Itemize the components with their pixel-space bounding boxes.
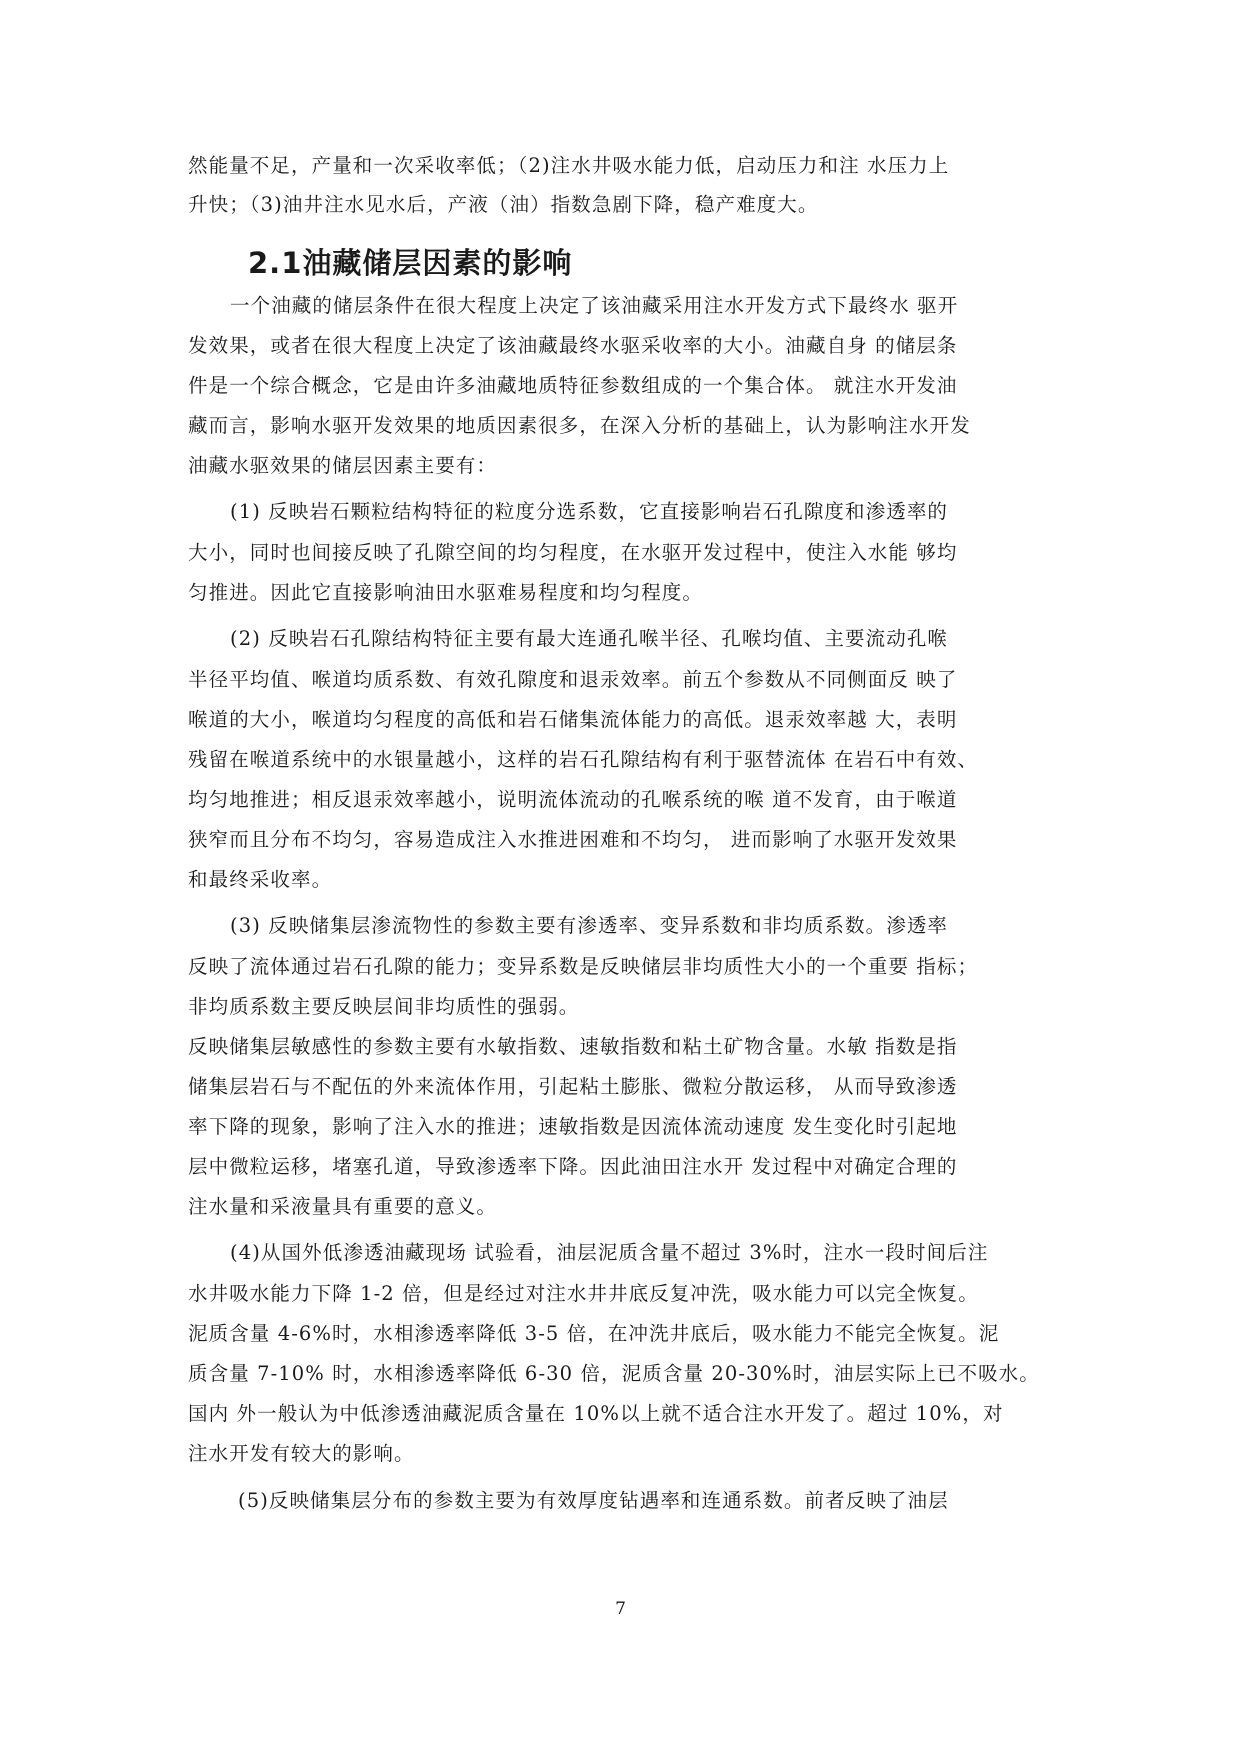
text-line: 残留在喉道系统中的水银量越小，这样的岩石孔隙结构有利于驱替流体 在岩石中有效、	[188, 748, 979, 771]
text-line: (5)反映储集层分布的参数主要为有效厚度钻遇率和连通系数。前者反映了油层	[238, 1489, 949, 1512]
text-line: 升快；（3)油井注水见水后，产液（油）指数急剧下降，稳产难度大。	[188, 193, 819, 216]
section-heading: 2.1油藏储层因素的影响	[248, 246, 573, 280]
text-line: 均匀地推进；相反退汞效率越小，说明流体流动的孔喉系统的喉 道不发育，由于喉道	[188, 788, 958, 811]
text-line: 一个油藏的储层条件在很大程度上决定了该油藏采用注水开发方式下最终水 驱开	[230, 294, 959, 317]
text-line: 率下降的现象，影响了注入水的推进；速敏指数是因流体流动速度 发生变化时引起地	[188, 1115, 958, 1138]
text-line: (4)从国外低渗透油藏现场 试验看，油层泥质含量不超过 3%时，注水一段时间后注	[230, 1241, 989, 1264]
text-line: (3) 反映储集层渗流物性的参数主要有渗透率、变异系数和非均质系数。渗透率	[230, 914, 949, 937]
text-line: 质含量 7-10% 时，水相渗透率降低 6-30 倍，泥质含量 20-30%时，油层实际上已不吸水。	[188, 1362, 1040, 1385]
text-line: 发效果，或者在很大程度上决定了该油藏最终水驱采收率的大小。油藏自身 的储层条	[188, 334, 958, 357]
text-line: 层中微粒运移，堵塞孔道，导致渗透率下降。因此油田注水开 发过程中对确定合理的	[188, 1155, 958, 1178]
text-line: 水井吸水能力下降 1-2 倍，但是经过对注水井井底反复冲洗，吸水能力可以完全恢复。	[188, 1282, 979, 1305]
text-line: 大小，同时也间接反映了孔隙空间的均匀程度，在水驱开发过程中，使注入水能 够均	[188, 541, 958, 564]
text-line: 储集层岩石与不配伍的外来流体作用，引起粘土膨胀、微粒分散运移， 从而导致渗透	[188, 1075, 958, 1098]
text-line: 非均质系数主要反映层间非均质性的强弱。	[188, 995, 580, 1018]
text-line: (2) 反映岩石孔隙结构特征主要有最大连通孔喉半径、孔喉均值、主要流动孔喉	[230, 627, 949, 650]
text-line: 然能量不足，产量和一次采收率低；（2)注水井吸水能力低，启动压力和注 水压力上	[188, 154, 950, 177]
text-line: 件是一个综合概念，它是由许多油藏地质特征参数组成的一个集合体。 就注水开发油	[188, 374, 958, 397]
text-line: 反映了流体通过岩石孔隙的能力；变异系数是反映储层非均质性大小的一个重要 指标；	[188, 955, 979, 978]
text-line: 和最终采收率。	[188, 868, 333, 891]
text-line: 注水量和采液量具有重要的意义。	[188, 1195, 498, 1218]
page-number: 7	[615, 1599, 626, 1619]
text-line: 泥质含量 4-6%时，水相渗透率降低 3-5 倍，在冲洗井底后，吸水能力不能完全恢复。泥	[188, 1322, 1000, 1345]
text-line: 反映储集层敏感性的参数主要有水敏指数、速敏指数和粘土矿物含量。水敏 指数是指	[188, 1035, 958, 1058]
text-line: 狭窄而且分布不均匀，容易造成注入水推进困难和不均匀， 进而影响了水驱开发效果	[188, 828, 958, 851]
text-line: 油藏水驱效果的储层因素主要有：	[188, 454, 498, 477]
text-line: 藏而言，影响水驱开发效果的地质因素很多，在深入分析的基础上，认为影响注水开发	[188, 414, 971, 437]
text-line: (1) 反映岩石颗粒结构特征的粒度分选系数，它直接影响岩石孔隙度和渗透率的	[230, 500, 949, 523]
text-line: 喉道的大小，喉道均匀程度的高低和岩石储集流体能力的高低。退汞效率越 大，表明	[188, 708, 958, 731]
text-line: 匀推进。因此它直接影响油田水驱难易程度和均匀程度。	[188, 581, 704, 604]
text-line: 注水开发有较大的影响。	[188, 1442, 415, 1465]
text-line: 国内 外一般认为中低渗透油藏泥质含量在 10%以上就不适合注水开发了。超过 10%，对	[188, 1402, 1004, 1425]
text-line: 半径平均值、喉道均质系数、有效孔隙度和退汞效率。前五个参数从不同侧面反 映了	[188, 668, 958, 691]
